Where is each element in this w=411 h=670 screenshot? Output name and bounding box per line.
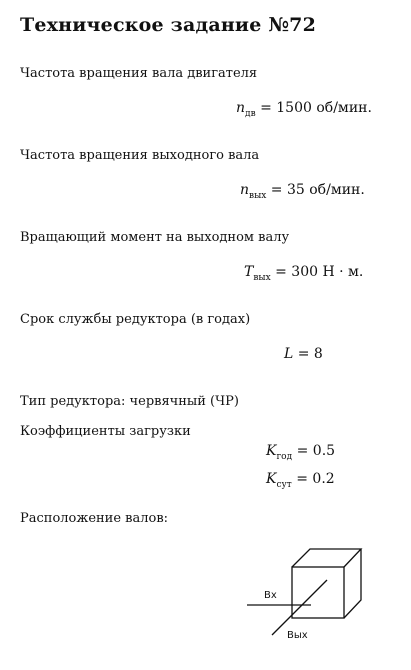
service-life-label: Срок службы редуктора (в годах) xyxy=(20,312,251,327)
gearbox-cube-top xyxy=(292,549,361,567)
output-speed-label: Частота вращения выходного вала xyxy=(20,148,260,163)
input-shaft-label: Вх xyxy=(264,590,277,601)
output-shaft xyxy=(272,580,327,635)
motor-speed-formula: $n_{дв} = 1500$ об/мин. xyxy=(236,100,372,119)
page-title: Техническое задание №72 xyxy=(20,14,317,36)
daily-load-formula: $K_{сут} = 0.2$ xyxy=(266,471,335,490)
motor-speed-label: Частота вращения вала двигателя xyxy=(20,66,258,81)
output-torque-formula: $T_{вых} = 300$ Н · м. xyxy=(244,264,364,283)
service-life-formula: L = 8 xyxy=(284,346,323,362)
output-shaft-label: Вых xyxy=(287,630,308,641)
gearbox-cube-side xyxy=(344,549,361,618)
shaft-layout-label: Расположение валов: xyxy=(20,511,169,526)
annual-load-formula: $K_{год} = 0.5$ xyxy=(266,443,336,462)
output-speed-formula: $n_{вых} = 35$ об/мин. xyxy=(240,182,365,201)
gearbox-cube-front xyxy=(292,567,344,618)
reducer-type-label: Тип редуктора: червячный (ЧР) xyxy=(20,394,240,409)
output-torque-label: Вращающий момент на выходном валу xyxy=(20,230,290,245)
load-coefficients-label: Коэффициенты загрузки xyxy=(20,424,191,439)
